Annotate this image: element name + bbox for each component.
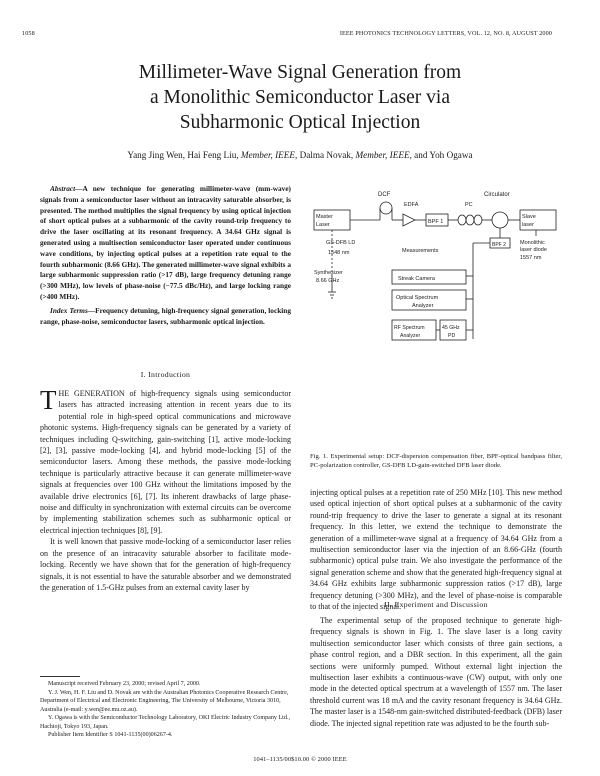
- bpf1-label: BPF 1: [428, 219, 444, 225]
- slave-laser-label-1: Slave: [522, 214, 536, 220]
- footnote-affiliation-2: Y. Ogawa is with the Semiconductor Technology Laboratory, OKI Electric Industry Company Ltd., Hachioji, Tokyo 193, Japan.: [40, 715, 290, 730]
- dcf-coil: [380, 202, 392, 214]
- footnote-rule: [40, 676, 80, 677]
- copyright-footer: 1041–1135/00$10.00 © 2000 IEEE: [253, 756, 347, 763]
- title-line-3: Subharmonic Optical Injection: [179, 112, 421, 133]
- author-text-3: , and Yoh Ogawa: [409, 150, 473, 160]
- member-note-1: Member, IEEE: [240, 150, 295, 160]
- figure-1-setup-diagram: [308, 184, 570, 446]
- master-laser-label-1: Master: [316, 214, 333, 220]
- right-column-body-2: [310, 615, 562, 729]
- journal-header: IEEE PHOTONICS TECHNOLOGY LETTERS, VOL. 12, NO. 8, AUGUST 2000: [339, 30, 552, 37]
- osa-label-1: Optical Spectrum: [396, 295, 439, 301]
- title-line-1: Millimeter-Wave Signal Generation from: [138, 62, 462, 83]
- intro-paragraph-1: [40, 385, 291, 536]
- master-laser-label-2: Laser: [316, 222, 330, 228]
- pc-loop-3: [474, 215, 482, 225]
- right-column-body: [310, 487, 562, 612]
- author-text-1: Yang Jing Wen, Hai Feng Liu,: [127, 150, 241, 160]
- edfa-label: EDFA: [404, 202, 419, 208]
- pc-label: PC: [465, 202, 473, 208]
- footnote-identifier: Publisher Item Identifier S 1041-1135(00)06267-4.: [48, 732, 173, 738]
- gs-dfb-label: GS-DFB LD: [326, 240, 356, 246]
- section-2-heading: II. Experiment and Discussion: [384, 600, 488, 609]
- detector-label-2: PD: [448, 333, 456, 339]
- pc-loop-2: [466, 215, 474, 225]
- left-column-body: [40, 385, 291, 593]
- footnote-affiliation-1: Y. J. Wen, H. F. Liu and D. Novak are with the Australian Photonics Cooperative Research Centre, Department of Electrical and Electronic Engineering, The University of Melbourne, Victoria 3010, Australia (e-mail: y.wen@ee.mu.oz.au).: [40, 689, 289, 713]
- detector-label-1: 45 GHz: [442, 325, 460, 331]
- footnotes: [40, 680, 291, 740]
- right-paragraph-2: The experimental setup of the proposed technique to generate high-frequency signals is shown in Fig. 1. The slave laser is a long cavity multisection semiconductor laser which consists of three gain sections, a phase control region, and a DBR section. In this experiment, all the gain sections were uniformly pumped. Without external light injection the multisection laser exhibits a continuous-wave (CW) output, with only one mode in the detected optical spectrum at a wavelength of 1557 nm. The laser threshold current was 18 mA and the cavity resonant frequency is 34.64 GHz. The master laser is a 1548-nm gain-switched distributed-feedback (DFB) laser diode. The injected signal repetition rate was adjusted to be the fourth sub-: [310, 616, 562, 728]
- author-list: [0, 150, 600, 160]
- edfa-amplifier: [403, 214, 415, 226]
- index-terms-text: Frequency detuning, high-frequency signal generation, locking range, phase-noise, semiconductor lasers, subharmonic optical injection.: [40, 306, 291, 326]
- intro-paragraph-2: It is well known that passive mode-locking of a semiconductor laser relies on the presence of an intracavity saturable absorber to facilitate mode-locking. Recently we have shown that for the generation of high-frequency signals, it is not essential to have the saturable absorber and we demonstrated the generation of 1.5-GHz pulses from an external cavity laser by: [40, 537, 291, 592]
- member-note-2: Member, IEEE: [355, 150, 410, 160]
- slave-wavelength-label: 1557 nm: [520, 255, 542, 261]
- osa-label-2: Analyzer: [412, 303, 434, 309]
- footnote-received: Manuscript received February 23, 2000; revised April 7, 2000.: [48, 681, 201, 687]
- monolithic-label-2: laser diode: [520, 247, 547, 253]
- author-text-2: , Dalma Novak,: [295, 150, 356, 160]
- intro-paragraph-1-text: HE GENERATION of high-frequency signals using semiconductor lasers has attracted increasing attention in recent years due to its potential role in high-speed optical communications and microwave photonic systems. High-frequency signals can be generated by a variety of techniques including Q-switching, gain-switching [1], active mode-locking [2], [3], passive mode-locking [4], and hybrid mode-locking [5] of the semiconductor lasers. Among these methods, the passive mode-locking technique is particularly attractive because it can generate millimeter-wave signals at frequencies over 100 GHz without the limitations imposed by the available drive electronics [6], [7]. Its inherent drawbacks of large phase-noise and difficulty in synchronization with external circuits can be overcome by implementing stabilization schemes such as subharmonic optical or electrical injection techniques [8], [9].: [40, 389, 291, 535]
- title-line-2: a Monolithic Semiconductor Laser via: [149, 87, 450, 108]
- index-terms-label: Index Terms—: [50, 306, 96, 315]
- measurements-label: Measurements: [402, 248, 439, 254]
- paper-title: [0, 60, 600, 135]
- synthesizer-label: Synthesizer: [314, 270, 343, 276]
- streak-camera-label: Streak Camera: [398, 276, 435, 282]
- master-wavelength-label: 1548 nm: [328, 250, 350, 256]
- abstract: [40, 184, 291, 303]
- circulator: [492, 212, 508, 228]
- slave-laser-label-2: laser: [522, 222, 534, 228]
- monolithic-label-1: Monolithic: [520, 240, 545, 246]
- dcf-label: DCF: [378, 192, 391, 198]
- pc-loop-1: [458, 215, 466, 225]
- circulator-label: Circulator: [484, 192, 510, 198]
- index-terms: [40, 306, 291, 328]
- drop-cap: T: [40, 385, 57, 415]
- rf-analyzer-label-1: RF Spectrum: [394, 325, 425, 331]
- page-number: 1058: [22, 30, 35, 37]
- abstract-label: Abstract—: [50, 184, 83, 193]
- synthesizer-frequency-label: 8.66 GHz: [316, 278, 340, 284]
- rf-analyzer-label-2: Analyzer: [400, 333, 421, 339]
- bpf2-label: BPF 2: [492, 242, 506, 248]
- abstract-text: A new technique for generating millimeter-wave (mm-wave) signals from a semiconductor laser without an intracavity saturable absorber, is presented. The method multiplies the signal frequency by using optical injection of short optical pulses at a subharmonic of the cavity round-trip frequency to drive the laser oscillating at its resonant frequency. A 34.64 GHz signal is generated using a multisection semiconductor laser operated under continuous wave conditions, by injecting optical pulses at a repetition rate equal to the fourth subharmonic (8.66 GHz). The generated millimeter-wave signal exhibits a large subharmonic suppression ratio (>17 dB), large frequency detuning range (>300 MHz), low levels of phase-noise (−77.5 dBc/Hz), and large locking range (>400 MHz).: [40, 184, 291, 301]
- section-1-heading: I. Introduction: [140, 370, 191, 379]
- figure-1-caption: Fig. 1. Experimental setup: DCF-dispersion compensation fiber, BPF-optical bandpass filter, PC-polarization controller, GS-DFB LD-gain-switched DFB laser diode.: [310, 453, 562, 469]
- right-paragraph-1: injecting optical pulses at a repetition rate of 250 MHz [10]. This new method used optical injection of short optical pulses at a subharmonic of the cavity round-trip frequency to drive the laser to generate a signal at its resonant frequency. In this letter, we extend the technique to demonstrate the generation of a millimeter-wave signal at a frequency of 34.64 GHz from a multisection semiconductor laser via the injection of an 8.66-GHz (fourth subharmonic) optical pulse train. We also investigate the performance of the signal generation scheme and show that the generated high-frequency signal at 34.64 GHz exhibits large subharmonic suppression ratios (>17 dB), large frequency detuning (>300 MHz), and the level of phase-noise is comparable to that of the injected signal.: [310, 488, 562, 612]
